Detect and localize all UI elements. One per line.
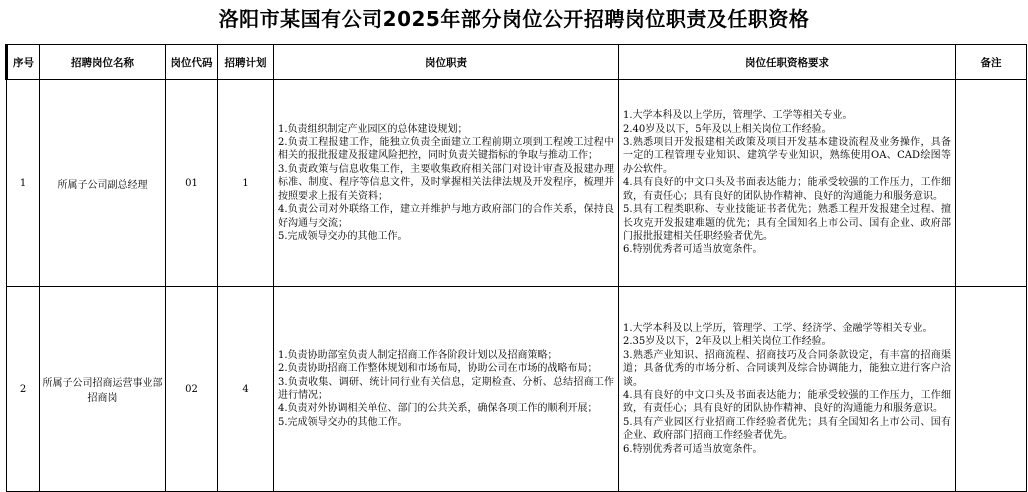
header-seq: 序号 [7, 45, 40, 80]
cell-plan: 1 [218, 80, 274, 287]
duty-item: 4.负责对外协调相关单位、部门的公共关系，确保各项工作的顺利开展； [278, 403, 598, 415]
duty-item: 3.负责收集、调研、统计同行业有关信息，定期检查、分析、总结招商工作进行情况； [278, 376, 614, 401]
requirement-item: 2.35岁及以下，2年及以上相关岗位工作经验。 [623, 336, 832, 348]
cell-duties [274, 80, 619, 287]
cell-seq: 1 [7, 80, 40, 287]
requirement-item: 5.具有产业园区行业招商工作经验者优先；具有全国知名上市公司、国有企业、政府部门招商工作经验者优先。 [623, 416, 951, 442]
duty-item: 1.负责协助部室负责人制定招商工作各阶段计划以及招商策略； [278, 349, 558, 361]
cell-seq: 2 [7, 287, 40, 492]
header-requirements: 岗位任职资格要求 [619, 45, 956, 80]
header-duties: 岗位职责 [274, 45, 619, 80]
header-position-code: 岗位代码 [166, 45, 218, 80]
requirement-item: 4.具有良好的中文口头及书面表达能力；能承受较强的工作压力，工作细致，有责任心；具有良好的团队协作精神、良好的沟通能力和服务意识。 [623, 390, 951, 415]
cell-remarks [956, 287, 1027, 492]
requirement-item: 1.大学本科及以上学历，管理学、工学、经济学、金融学等相关专业。 [623, 322, 933, 334]
duty-item: 5.完成领导交办的其他工作。 [278, 416, 408, 428]
table-row [7, 80, 1027, 287]
duty-item: 5.完成领导交办的其他工作。 [278, 230, 408, 242]
duty-item: 2.负责工程报建工作，能独立负责全面建立工程前期立项到工程竣工过程中相关的报批报建及报建风险把控，同时负责关键指标的争取与推动工作； [278, 137, 614, 162]
requirement-item: 4.具有良好的中文口头及书面表达能力；能承受较强的工作压力，工作细致，有责任心；具有良好的团队协作精神、良好的沟通能力和服务意识。 [623, 177, 951, 202]
cell-duties [274, 287, 619, 492]
requirement-item: 3.熟悉项目开发报建相关政策及项目开发基本建设流程及业务操作，具备一定的工程管理专业知识、建筑学专业知识，熟练使用OA、CAD绘图等办公软件。 [623, 137, 951, 175]
cell-requirements [619, 287, 956, 492]
cell-requirements [619, 80, 956, 287]
cell-position-code: 01 [166, 80, 218, 287]
duty-item: 3.负责政策与信息收集工作，主要收集政府相关部门对设计审查及报建办理标准、制度、程序等信息文件，及时掌握相关法律法规及开发程序，梳理并按照要求上报有关资料； [278, 163, 614, 202]
document-title: 洛阳市某国有公司2025年部分岗位公开招聘岗位职责及任职资格 [218, 7, 810, 31]
requirement-item: 2.40岁及以下，5年及以上相关岗位工作经验。 [623, 123, 832, 135]
cell-position-name: 所属子公司副总经理 [40, 80, 166, 287]
requirement-item: 3.熟悉产业知识、招商流程、招商技巧及合同条款设定，有丰富的招商渠道；具备优秀的市场分析、合同谈判及综合协调能力，能独立进行客户洽谈。 [623, 349, 951, 388]
cell-remarks [956, 80, 1027, 287]
requirement-item: 1.大学本科及以上学历，管理学、工学等相关专业。 [623, 110, 853, 122]
table-header-row [7, 45, 1027, 80]
requirement-item: 6.特别优秀者可适当放宽条件。 [623, 443, 763, 455]
cell-plan: 4 [218, 287, 274, 492]
requirement-item: 5.具有工程类职称、专业技能证书者优先；熟悉工程开发报建全过程、擅长攻克开发报建难题的优先；具有全国知名上市公司、国有企业、政府部门报批报建相关任职经验者优先。 [623, 204, 951, 242]
duty-item: 1.负责组织制定产业园区的总体建设规划； [278, 123, 468, 135]
cell-position-code: 02 [166, 287, 218, 492]
duty-item: 2.负责协助招商工作整体规划和市场布局，协助公司在市场的战略布局； [278, 363, 598, 375]
recruitment-table [5, 44, 1027, 492]
requirement-item: 6.特别优秀者可适当放宽条件。 [623, 244, 763, 256]
duty-item: 4.负责公司对外联络工作，建立并维护与地方政府部门的合作关系，保持良好沟通与交流； [278, 204, 614, 229]
header-plan: 招聘计划 [218, 45, 274, 80]
header-remarks: 备注 [956, 45, 1027, 80]
header-position-name: 招聘岗位名称 [40, 45, 166, 80]
table-row [7, 287, 1027, 492]
cell-position-name: 所属子公司招商运营事业部招商岗 [40, 287, 166, 492]
